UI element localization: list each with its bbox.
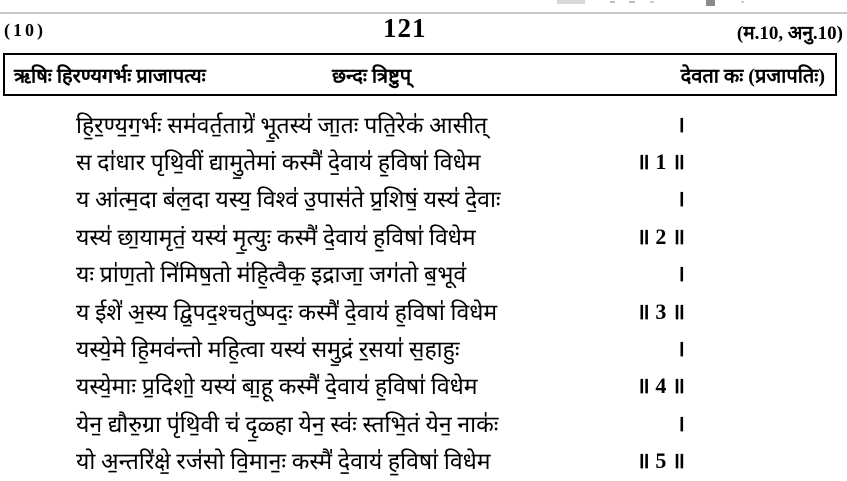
verse-text: यस्य॑ छा॒यामृतं॒ यस्य॑ मृ॒त्युः कस्मै॑ दे॒वाय॑ ह॒विषा॑ विधेम: [76, 224, 476, 250]
verse-line: [76, 255, 685, 292]
mandala-anuvaka-label: (म.10, अनु.10): [736, 23, 843, 44]
verse-text: स दा॑धार पृथि॒वीं द्यामु॒तेमां कस्मै॑ दे॒वाय॑ ह॒विषा॑ विधेम: [76, 150, 481, 176]
verse-marker: ।: [676, 111, 685, 137]
verse-text: यो अ॒न्तरि॑क्षे॒ रज॑सो वि॒मानः॒ कस्मै॑ दे॒वाय॑ ह॒विषा॑ विधेम: [76, 449, 491, 475]
screen-artifact: [650, 1, 654, 3]
verse-marker: ॥ 2 ॥: [636, 223, 685, 249]
verse-text: येन॒ द्यौरु॒ग्रा पृ॑थि॒वी च॑ दृ॒ळ्हा येन॒ स्वः॑ स्तभि॒तं येन॒ नाकः॑: [76, 411, 499, 437]
rishi-label: ऋषिः हिरण्यगर्भः प्राजापत्यः: [14, 65, 206, 87]
verse-text: य ईशे॑ अ॒स्य द्वि॒पद॒श्चतु॑ष्पदः॒ कस्मै॑ दे॒वाय॑ ह॒विषा॑ विधेम: [76, 299, 498, 325]
verse-line: [76, 292, 685, 329]
verse-line: [76, 367, 685, 404]
chhandas-label: छन्दः त्रिष्टुप्: [332, 65, 412, 87]
verse-text: य आ॑त्म॒दा ब॑ल॒दा यस्य॒ विश्व॑ उ॒पास॑ते प्र॒शिषं॒ यस्य॑ दे॒वाः: [76, 187, 501, 213]
verse-text: यः प्रा॑ण॒तो नि॑मिष॒तो म॑हि॒त्वैक॒ इद्राजा॒ जग॑तो ब॒भूव॑: [76, 262, 467, 288]
verse-text: हि॒र॒ण्य॒ग॒र्भः सम॑वर्त॒ताग्रे॑ भू॒तस्य॑ जा॒तः पति॒रेक॑ आसीत्: [76, 112, 488, 138]
sukta-info-box: [3, 53, 837, 96]
verse-marker: ॥ 3 ॥: [636, 298, 685, 324]
screen-artifact: [706, 0, 715, 6]
verse-line: [76, 142, 685, 179]
verse-marker: ।: [676, 186, 685, 212]
verse-line: [76, 442, 685, 479]
verse-marker: ।: [676, 261, 685, 287]
verse-text: यस्ये॒मे हि॒मव॑न्तो महि॒त्वा यस्य॑ समु॒द्रं र॒सया॑ स॒हाहुः: [76, 337, 460, 363]
verse-marker: ॥ 4 ॥: [636, 373, 685, 399]
verse-line: [76, 217, 685, 254]
screen-artifact: [741, 1, 744, 3]
verse-marker: ।: [676, 336, 685, 362]
verse-block: [76, 105, 685, 479]
devata-label: देवता कः (प्रजापतिः): [680, 65, 825, 87]
verse-marker: ॥ 5 ॥: [636, 448, 685, 474]
verse-marker: ।: [676, 410, 685, 436]
verse-line: [76, 105, 685, 142]
screen-artifact: [629, 1, 635, 3]
verse-line: [76, 180, 685, 217]
verse-line: [76, 404, 685, 441]
verse-marker: ॥ 1 ॥: [636, 149, 685, 175]
screen-artifact: [557, 0, 585, 4]
verse-line: [76, 329, 685, 366]
mandala-left-label: (10): [4, 20, 46, 40]
verse-text: यस्ये॒माः प्र॒दिशो॒ यस्य॑ बा॒हू कस्मै॑ दे॒वाय॑ ह॒विषा॑ विधेम: [76, 374, 478, 400]
sukta-number: 121: [383, 13, 427, 43]
screen-artifact: [610, 1, 615, 3]
